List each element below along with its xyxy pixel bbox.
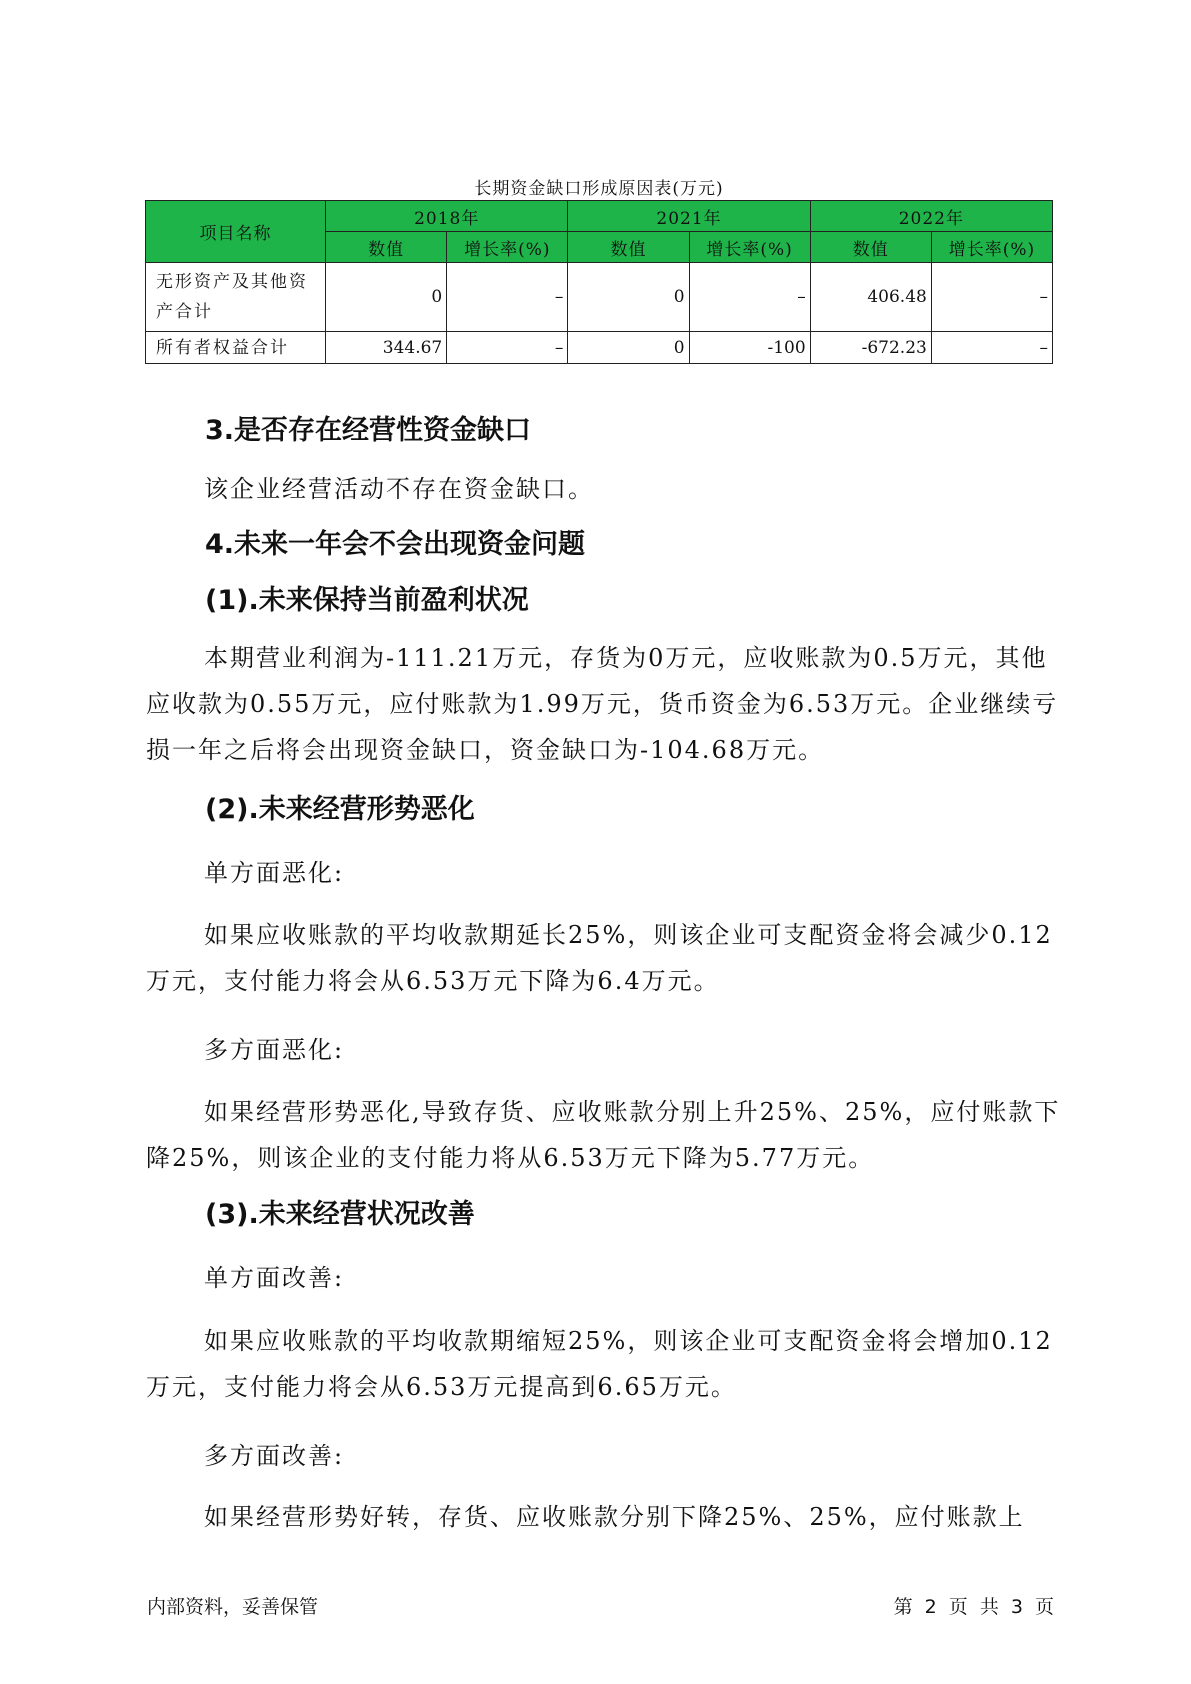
table-cell: – (447, 332, 568, 364)
table-cell: – (931, 263, 1052, 332)
header-growth: 增长率(%) (447, 232, 568, 263)
header-value: 数值 (568, 232, 689, 263)
subheading-4-3: (3).未来经营状况改善 (205, 1199, 475, 1230)
header-growth: 增长率(%) (689, 232, 810, 263)
table-cell: 344.67 (326, 332, 447, 364)
subsection-label: 多方面改善: (204, 1442, 345, 1470)
paragraph-3: 该企业经营活动不存在资金缺口。 (204, 475, 594, 503)
page-number: 第 2 页 共 3 页 (893, 1596, 1054, 1618)
footer-confidential: 内部资料，妥善保管 (147, 1596, 319, 1618)
table-cell: – (689, 263, 810, 332)
table-caption: 长期资金缺口形成原因表(万元) (474, 179, 724, 199)
table-cell: – (447, 263, 568, 332)
paragraph-4-3b: 如果经营形势好转，存货、应收账款分别下降25%、25%，应付账款上 (204, 1503, 1025, 1531)
table-cell: 0 (568, 263, 689, 332)
header-value: 数值 (810, 232, 931, 263)
row-label: 无形资产及其他资产合计 (146, 263, 326, 332)
table-cell: – (931, 332, 1052, 364)
table-cell: -100 (689, 332, 810, 364)
header-year-2021: 2021年 (568, 201, 810, 232)
header-growth: 增长率(%) (931, 232, 1052, 263)
paragraph-4-2a: 如果应收账款的平均收款期延长25%，则该企业可支配资金将会减少0.12万元，支付能力将会从6.53万元下降为6.4万元。 (146, 921, 1053, 995)
row-label: 所有者权益合计 (146, 332, 326, 364)
table-cell: -672.23 (810, 332, 931, 364)
subheading-4-1: (1).未来保持当前盈利状况 (205, 585, 529, 616)
subsection-label: 单方面改善: (204, 1264, 345, 1292)
table-cell: 0 (326, 263, 447, 332)
table-row (146, 263, 1053, 332)
subsection-label: 单方面恶化: (204, 859, 345, 887)
funding-gap-table (145, 200, 1053, 364)
section-heading-3: 3.是否存在经营性资金缺口 (205, 415, 532, 446)
subheading-4-2: (2).未来经营形势恶化 (205, 794, 475, 825)
paragraph-4-1: 本期营业利润为-111.21万元，存货为0万元，应收账款为0.5万元，其他应收款为0.55万元，应付账款为1.99万元，货币资金为6.53万元。企业继续亏损一年之后将会出现资金缺口，资金缺口为-104.68万元。 (146, 644, 1059, 764)
header-year-2022: 2022年 (810, 201, 1052, 232)
header-item-name: 项目名称 (146, 201, 326, 263)
table-row (146, 332, 1053, 364)
table-cell: 406.48 (810, 263, 931, 332)
subsection-label: 多方面恶化: (204, 1036, 345, 1064)
paragraph-4-3a: 如果应收账款的平均收款期缩短25%，则该企业可支配资金将会增加0.12万元，支付能力将会从6.53万元提高到6.65万元。 (146, 1327, 1053, 1401)
table-cell: 0 (568, 332, 689, 364)
paragraph-4-2b: 如果经营形势恶化,导致存货、应收账款分别上升25%、25%，应付账款下降25%，则该企业的支付能力将从6.53万元下降为5.77万元。 (146, 1098, 1061, 1172)
header-value: 数值 (326, 232, 447, 263)
section-heading-4: 4.未来一年会不会出现资金问题 (205, 529, 586, 560)
header-year-2018: 2018年 (326, 201, 568, 232)
